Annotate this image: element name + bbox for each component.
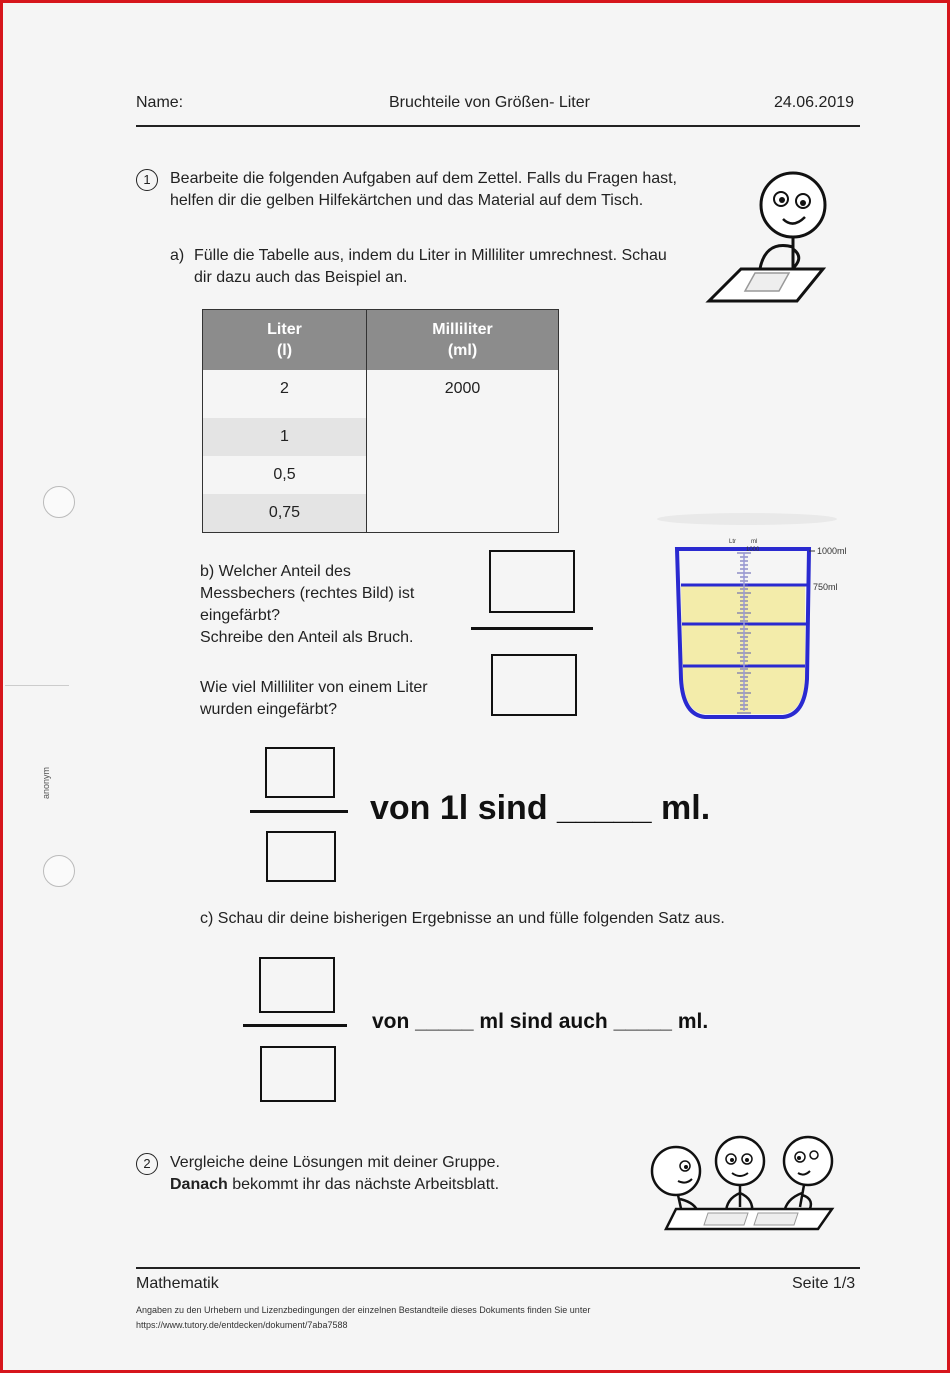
header-rule — [136, 125, 860, 127]
milliliter-cell[interactable] — [367, 456, 559, 494]
liter-cell: 0,5 — [203, 456, 367, 494]
sentence-numerator-box[interactable] — [265, 747, 335, 798]
table-row — [203, 418, 559, 456]
task1a-marker: a) — [170, 247, 185, 264]
beaker-label-liter: Ltr — [729, 539, 737, 545]
table-row — [203, 370, 559, 418]
beaker-label-ml: ml — [751, 539, 758, 545]
task1-intro: Bearbeite die folgenden Aufgaben auf dem Zettel. Falls du Fragen hast, helfen dir die gelben Hilfekärtchen und das Material auf dem Tisch. — [170, 170, 677, 209]
worksheet-title: Bruchteile von Größen- Liter — [389, 94, 590, 111]
c-numerator-box[interactable] — [259, 957, 335, 1013]
task1b-line1: b) Welcher Anteil des — [200, 563, 351, 580]
milliliter-cell[interactable]: 2000 — [444, 380, 481, 397]
liter-cell: 2 — [203, 370, 367, 418]
name-label: Name: — [136, 94, 184, 111]
table-header-liter: Liter (l) — [203, 310, 367, 371]
task1c-text: c) Schau dir deine bisherigen Ergebnisse an und fülle folgenden Satz aus. — [200, 910, 725, 927]
liter-cell: 1 — [203, 418, 367, 456]
task2-line2-rest: bekommt ihr das nächste Arbeitsblatt. — [227, 1176, 500, 1193]
side-label: anonym — [41, 766, 51, 799]
table-row — [203, 456, 559, 494]
footer-page-number: Seite 1/3 — [792, 1275, 856, 1292]
milliliter-cell[interactable] — [367, 494, 559, 533]
task1b2-line1: Wie viel Milliliter von einem Liter — [200, 679, 428, 696]
footer-credit-link[interactable]: https://www.tutory.de/entdecken/dokument/7aba7588 — [136, 1320, 348, 1330]
task1b-line4: Schreibe den Anteil als Bruch. — [200, 629, 414, 646]
task1b-line2: Messbechers (rechtes Bild) ist — [200, 585, 415, 602]
student-writing-illustration — [703, 167, 827, 305]
sentence-denominator-box[interactable] — [266, 831, 336, 882]
footer-subject: Mathematik — [136, 1275, 219, 1292]
fraction-sentence-text: von 1l sind _____ ml. — [370, 789, 711, 827]
liter-cell: 0,75 — [203, 494, 367, 533]
worksheet-date: 24.06.2019 — [774, 94, 855, 111]
numerator-answer-box[interactable] — [489, 550, 575, 613]
fold-mark — [5, 685, 69, 686]
fraction-bar — [471, 627, 593, 630]
task1-number: 1 — [136, 169, 158, 191]
table-header-milliliter: Milliliter (ml) — [367, 310, 559, 371]
c-sentence-text: von _____ ml sind auch _____ ml. — [372, 1010, 709, 1033]
task1b2-line2: wurden eingefärbt? — [200, 701, 337, 718]
beaker-label-750ml: 750ml — [813, 582, 838, 592]
punch-hole-top — [43, 486, 75, 518]
sentence-fraction-bar — [250, 810, 348, 813]
task2-bold-word: Danach — [170, 1176, 228, 1193]
punch-hole-bottom — [43, 855, 75, 887]
c-denominator-box[interactable] — [260, 1046, 336, 1102]
measuring-beaker-illustration — [643, 507, 863, 727]
beaker-label-top: 1000 — [746, 547, 760, 553]
task1b-line3: eingefärbt? — [200, 607, 281, 624]
task2-line2 — [170, 1174, 499, 1196]
milliliter-cell[interactable] — [367, 418, 559, 456]
student-group-illustration — [648, 1133, 838, 1233]
footer-credit-line1: Angaben zu den Urhebern und Lizenzbedingungen der einzelnen Bestandteile dieses Dokuments finden Sie unter — [136, 1305, 591, 1315]
footer-rule — [136, 1267, 860, 1269]
c-fraction-bar — [243, 1024, 347, 1027]
task2-line1: Vergleiche deine Lösungen mit deiner Gruppe. — [170, 1154, 500, 1171]
denominator-answer-box[interactable] — [491, 654, 577, 716]
beaker-label-1000ml: 1000ml — [817, 546, 847, 556]
task1a-text: Fülle die Tabelle aus, indem du Liter in Milliliter umrechnest. Schau dir dazu auch das Beispiel an. — [194, 247, 667, 286]
liter-milliliter-table — [202, 309, 559, 533]
task2-number: 2 — [136, 1153, 158, 1175]
table-row — [203, 494, 559, 533]
